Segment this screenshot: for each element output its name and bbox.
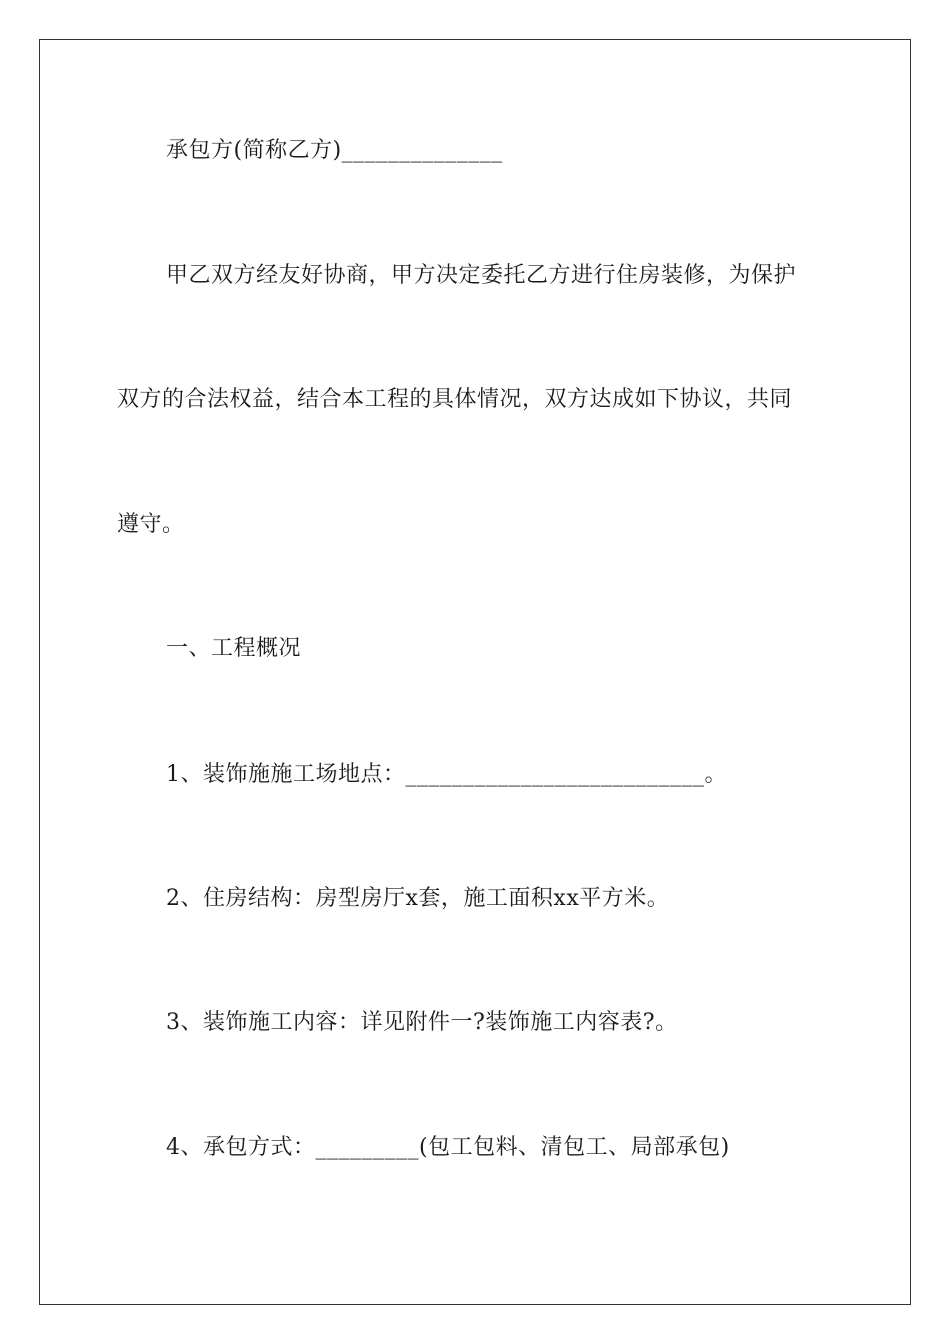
document-page xyxy=(39,39,911,1305)
agreement-paragraph-line-2: 双方的合法权益，结合本工程的具体情况，双方达成如下协议，共同 xyxy=(117,387,793,412)
contractor-party-line: 承包方(简称乙方)______________ xyxy=(166,138,503,163)
item-1-site-location: 1、装饰施施工场地点：__________________________。 xyxy=(166,762,727,787)
agreement-paragraph-line-1: 甲乙双方经友好协商，甲方决定委托乙方进行住房装修，为保护 xyxy=(166,263,797,288)
item-3-construction-content: 3、装饰施工内容：详见附件一?装饰施工内容表?。 xyxy=(166,1010,678,1035)
agreement-paragraph-line-3: 遵守。 xyxy=(117,512,185,537)
section-heading-project-overview: 一、工程概况 xyxy=(166,636,302,661)
item-2-housing-structure: 2、住房结构：房型房厅x套，施工面积xx平方米。 xyxy=(166,886,670,911)
item-4-contracting-method: 4、承包方式：_________(包工包料、清包工、局部承包) xyxy=(166,1135,730,1160)
